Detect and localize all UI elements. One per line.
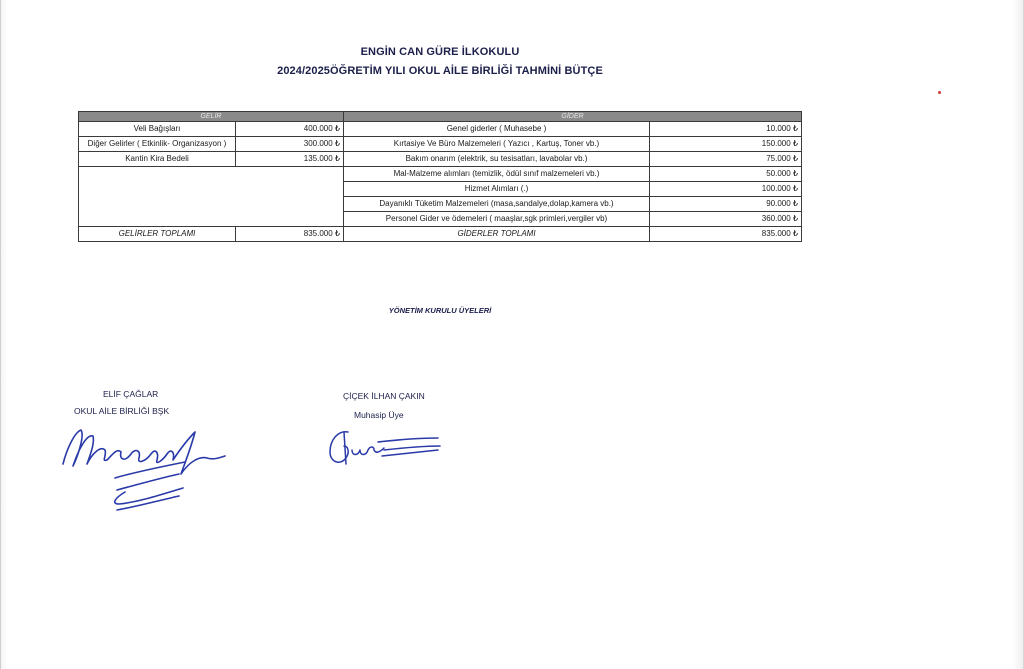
member-role: Muhasip Üye (354, 410, 404, 420)
expense-label: Genel giderler ( Muhasebe ) (344, 122, 650, 137)
school-name: ENGİN CAN GÜRE İLKOKULU (360, 46, 520, 58)
expense-label: Mal-Malzeme alımları (temizlik, ödül sınıf malzemeleri vb.) (344, 167, 650, 182)
income-amount: 400.000 ₺ (236, 122, 344, 137)
table-row (79, 137, 802, 152)
expense-label: Hizmet Alımları (.) (344, 182, 650, 197)
red-mark (938, 91, 941, 94)
expense-amount: 75.000 ₺ (650, 152, 802, 167)
income-empty-area (79, 167, 344, 227)
board-title: YÖNETİM KURULU ÜYELERİ (388, 306, 492, 315)
expense-label: Personel Gider ve ödemeleri ( maaşlar,sgk primleri,vergiler vb) (344, 212, 650, 227)
table-header-row (79, 112, 802, 122)
expense-amount: 10.000 ₺ (650, 122, 802, 137)
expense-total-amount: 835.000 ₺ (650, 227, 802, 242)
expense-total-label: GİDERLER TOPLAMI (344, 227, 650, 242)
income-total-amount: 835.000 ₺ (236, 227, 344, 242)
expense-amount: 100.000 ₺ (650, 182, 802, 197)
income-header: GELİR (79, 112, 344, 122)
expense-amount: 90.000 ₺ (650, 197, 802, 212)
budget-table (78, 111, 802, 242)
member-role: OKUL AİLE BİRLİĞİ BŞK (74, 406, 170, 416)
table-row (79, 122, 802, 137)
income-amount: 300.000 ₺ (236, 137, 344, 152)
signature-accountant (326, 424, 448, 472)
member-name: ÇİÇEK İLHAN ÇAKIN (343, 391, 425, 401)
table-row (79, 167, 802, 182)
member-name: ELİF ÇAĞLAR (103, 389, 159, 399)
budget-title: 2024/2025ÖĞRETİM YILI OKUL AİLE BİRLİĞİ TAHMİNİ BÜTÇE (277, 65, 603, 77)
income-label: Veli Bağışları (79, 122, 236, 137)
income-label: Kantin Kira Bedeli (79, 152, 236, 167)
income-label: Diğer Gelirler ( Etkinlik- Organizasyon ) (79, 137, 236, 152)
income-amount: 135.000 ₺ (236, 152, 344, 167)
expense-label: Dayanıklı Tüketim Malzemeleri (masa,sandalye,dolap,kamera vb.) (344, 197, 650, 212)
expense-label: Bakım onarım (elektrik, su tesisatları, lavabolar vb.) (344, 152, 650, 167)
expense-label: Kırtasiye Ve Büro Malzemeleri ( Yazıcı , Kartuş, Toner vb.) (344, 137, 650, 152)
totals-row (79, 227, 802, 242)
expense-amount: 50.000 ₺ (650, 167, 802, 182)
table-row (79, 152, 802, 167)
signature-president (55, 418, 235, 523)
income-total-label: GELİRLER TOPLAMI (79, 227, 236, 242)
expense-amount: 360.000 ₺ (650, 212, 802, 227)
expense-amount: 150.000 ₺ (650, 137, 802, 152)
expense-header: GİDER (344, 112, 802, 122)
